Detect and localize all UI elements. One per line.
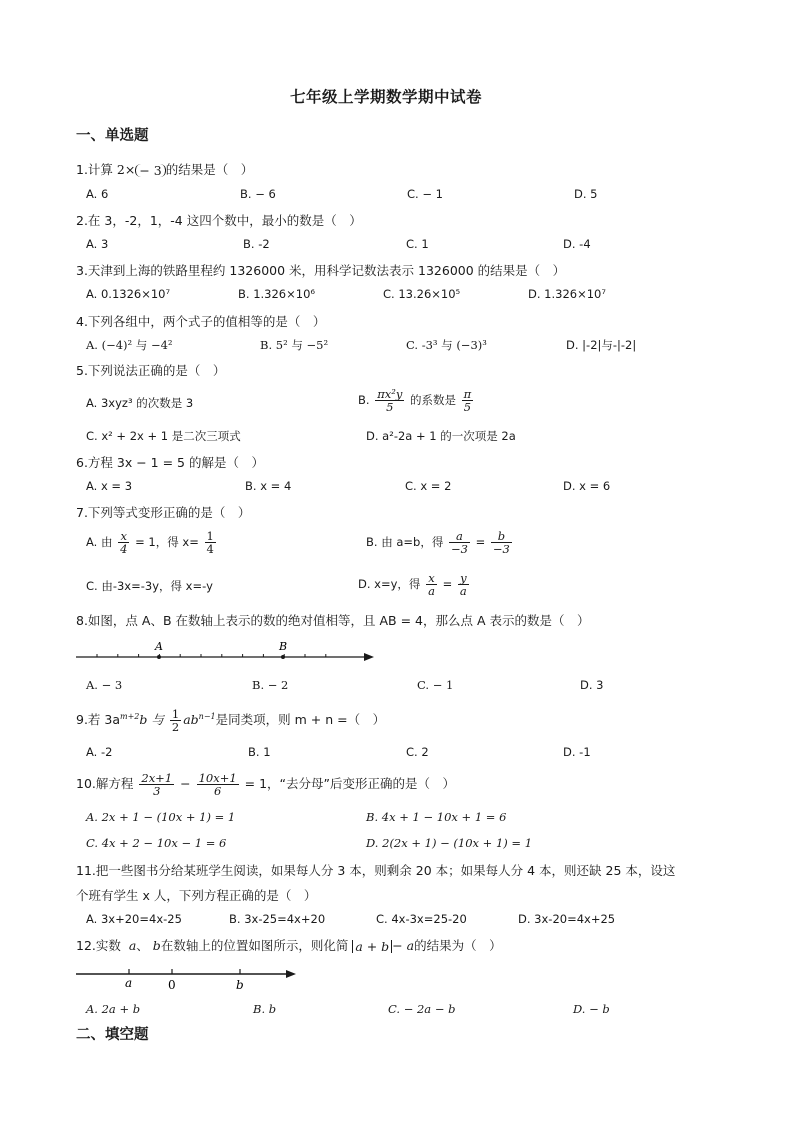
label-a: A xyxy=(155,640,163,653)
label-a: a xyxy=(125,976,133,990)
question-7-stem: 7.下列等式变形正确的是（ ） xyxy=(76,505,251,520)
q12-option-b[interactable]: B. b xyxy=(253,1002,277,1016)
q7-option-b[interactable]: B. 由 a=b，得 $\frac{a}{-3}$ = $\frac{b}{-3}$ xyxy=(366,529,510,557)
q2-option-b[interactable]: B. -2 xyxy=(243,237,270,251)
question-4-stem: 4.下列各组中，两个式子的值相等的是（ ） xyxy=(76,314,326,329)
q11-option-c[interactable]: C. 4x-3x=25-20 xyxy=(376,912,467,926)
q12-option-d[interactable]: D. − b xyxy=(573,1002,610,1016)
q11-option-a[interactable]: A. 3x+20=4x-25 xyxy=(86,912,182,926)
q7-option-a[interactable]: A. 由 $\frac{x}{4}$ = 1，得 x= $\frac{1}{4}$ xyxy=(86,529,214,557)
q8-option-b[interactable]: B. − 2 xyxy=(252,678,289,692)
question-12-stem: 12.实数 a、 b在数轴上的位置如图所示，则化简 a + b − a的结果为（ ） xyxy=(76,938,502,954)
q5-option-c[interactable]: C. x² + 2x + 1 是二次三项式 xyxy=(86,429,241,443)
q3-option-d[interactable]: D. 1.326×10⁷ xyxy=(528,287,606,301)
question-11-stem-line-1: 11.把一些图书分给某班学生阅读，如果每人分 3 本，则剩余 20 本；如果每人分 4 本，则还缺 25 本，设这 xyxy=(76,863,676,878)
label-b: B xyxy=(279,640,288,653)
q1-option-c[interactable]: C. − 1 xyxy=(407,187,443,201)
q5-option-a[interactable]: A. 3xyz³ 的次数是 3 xyxy=(86,396,194,410)
question-10-stem: 10.解方程 $\frac{2x+1}{3}$ − $\frac{10x+1}{6}$ = 1，“去分母”后变形正确的是（ ） xyxy=(76,771,456,799)
q5-option-d[interactable]: D. a²-2a + 1 的一次项是 2a xyxy=(366,429,516,443)
question-9-stem: 9.若 $3a^{m+2}b$ 与 $\frac{1}{2}$ $ab^{n-1}$是同类项，则 m + n =（ ） xyxy=(76,707,386,735)
q6-option-b[interactable]: B. x = 4 xyxy=(245,479,292,493)
q4-option-d[interactable]: D. |-2|与-|-2| xyxy=(566,338,637,352)
q1-option-d[interactable]: D. 5 xyxy=(574,187,598,201)
q9-option-b[interactable]: B. 1 xyxy=(248,745,271,759)
q3-option-b[interactable]: B. 1.326×10⁶ xyxy=(238,287,316,301)
section-heading-fill-in: 二、填空题 xyxy=(76,1027,149,1043)
q8-option-d[interactable]: D. 3 xyxy=(580,678,604,692)
q4-option-c[interactable]: C. -3³ 与 (−3)³ xyxy=(406,338,487,352)
q6-option-d[interactable]: D. x = 6 xyxy=(563,479,611,493)
q4-option-a[interactable]: A. (−4)² 与 −4² xyxy=(86,338,173,352)
q8-number-line xyxy=(76,636,376,670)
q2-option-a[interactable]: A. 3 xyxy=(86,237,109,251)
question-11-stem-line-2: 个班有学生 x 人，下列方程正确的是（ ） xyxy=(76,888,317,903)
q1-option-b[interactable]: B. − 6 xyxy=(240,187,276,201)
q12-number-line xyxy=(76,962,302,994)
q3-option-a[interactable]: A. 0.1326×10⁷ xyxy=(86,287,171,301)
label-zero: 0 xyxy=(168,978,176,992)
question-5-stem: 5.下列说法正确的是（ ） xyxy=(76,363,226,378)
q12-option-c[interactable]: C. − 2a − b xyxy=(388,1002,456,1016)
q10-option-c[interactable]: C. 4x + 2 − 10x − 1 = 6 xyxy=(86,836,227,850)
q10-option-b[interactable]: B. 4x + 1 − 10x + 1 = 6 xyxy=(366,810,507,824)
q4-option-b[interactable]: B. 5² 与 −5² xyxy=(260,338,329,352)
axis-arrow xyxy=(364,653,374,661)
q10-option-a[interactable]: A. 2x + 1 − (10x + 1) = 1 xyxy=(86,810,236,824)
q9-option-c[interactable]: C. 2 xyxy=(406,745,429,759)
q7-option-c[interactable]: C. 由-3x=-3y，得 x=-y xyxy=(86,579,213,593)
q5-option-b[interactable]: B. $\frac{\text{πx²y}}{5}$ 的系数是 $\frac{\pi}{5}$ xyxy=(358,387,472,415)
q1-option-a[interactable]: A. 6 xyxy=(86,187,109,201)
label-b: b xyxy=(236,978,244,992)
q9-option-d[interactable]: D. -1 xyxy=(563,745,591,759)
question-8-stem: 8.如图，点 A、B 在数轴上表示的数的绝对值相等，且 AB = 4，那么点 A 表示的数是（ ） xyxy=(76,613,590,628)
q2-option-c[interactable]: C. 1 xyxy=(406,237,429,251)
q11-option-b[interactable]: B. 3x-25=4x+20 xyxy=(229,912,326,926)
question-6-stem: 6.方程 3x − 1 = 5 的解是（ ） xyxy=(76,455,264,470)
q8-option-c[interactable]: C. − 1 xyxy=(417,678,454,692)
page-title: 七年级上学期数学期中试卷 xyxy=(290,88,483,106)
point-b xyxy=(281,655,285,659)
axis-arrow xyxy=(286,970,296,978)
section-heading-single-choice: 一、单选题 xyxy=(76,128,149,144)
q7-option-d[interactable]: D. x=y，得 $\frac{x}{a}$ = $\frac{y}{a}$ xyxy=(358,571,467,599)
q10-option-d[interactable]: D. 2(2x + 1) − (10x + 1) = 1 xyxy=(366,836,533,850)
q11-option-d[interactable]: D. 3x-20=4x+25 xyxy=(518,912,616,926)
q6-option-a[interactable]: A. x = 3 xyxy=(86,479,133,493)
point-a xyxy=(157,655,161,659)
q2-option-d[interactable]: D. -4 xyxy=(563,237,591,251)
q8-option-a[interactable]: A. − 3 xyxy=(86,678,123,692)
question-3-stem: 3.天津到上海的铁路里程约 1326000 米，用科学记数法表示 1326000 的结果是（ ） xyxy=(76,263,566,278)
q3-option-c[interactable]: C. 13.26×10⁵ xyxy=(383,287,461,301)
question-2-stem: 2.在 3，-2，1，-4 这四个数中，最小的数是（ ） xyxy=(76,213,362,228)
q6-option-c[interactable]: C. x = 2 xyxy=(405,479,452,493)
q12-option-a[interactable]: A. 2a + b xyxy=(86,1002,141,1016)
q9-option-a[interactable]: A. -2 xyxy=(86,745,113,759)
question-1-stem: 1.计算 2× − 3 的结果是（ ） xyxy=(76,162,254,178)
